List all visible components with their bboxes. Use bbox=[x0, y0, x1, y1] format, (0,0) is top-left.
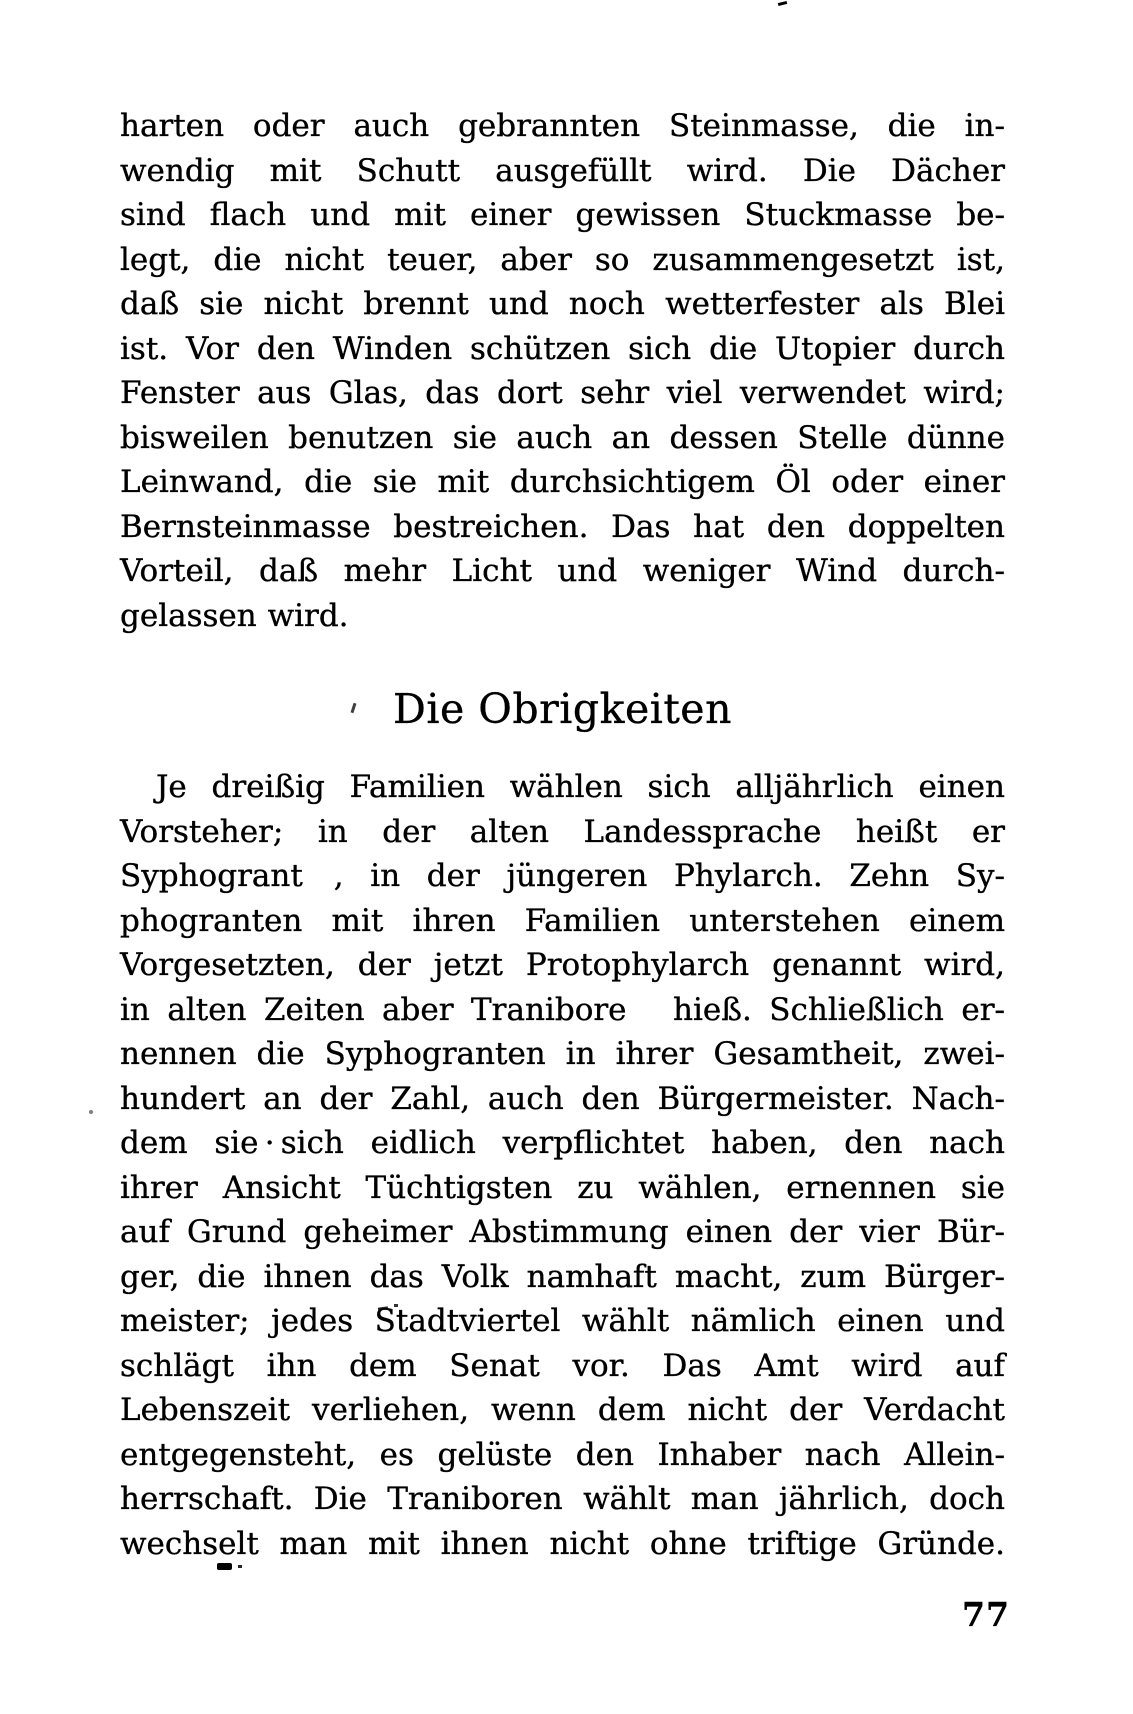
text-line: phogranten mit ihren Familien unterstehen einem bbox=[120, 902, 1005, 939]
text-line: harten oder auch gebrannten Steinmasse, die in- bbox=[120, 108, 1005, 144]
text-line: ger, die ihnen das Volk namhaft macht, zum Bürger- bbox=[120, 1258, 1005, 1295]
page-number: 77 bbox=[962, 1595, 1010, 1634]
page-text-column bbox=[120, 104, 1005, 1566]
section-heading: Die Obrigkeiten bbox=[393, 685, 732, 733]
text-line: hundert an der Zahl, auch den Bürgermeister. Nach- bbox=[120, 1080, 1005, 1117]
paragraph-buildings bbox=[120, 104, 1005, 638]
text-line: wendig mit Schutt ausgefüllt wird. Die Dächer bbox=[120, 152, 1005, 189]
text-line: schlägt ihn dem Senat vor. Das Amt wird auf bbox=[120, 1347, 1005, 1384]
scan-artifact bbox=[778, 1, 787, 6]
text-line: legt, die nicht teuer, aber so zusammengesetzt ist, bbox=[120, 241, 1005, 278]
text-line: nennen die Syphogranten in ihrer Gesamtheit, zwei- bbox=[120, 1036, 1005, 1072]
scan-artifact bbox=[89, 1110, 93, 1114]
text-line: meister; jedes Stadtviertel wählt nämlich einen und bbox=[120, 1303, 1005, 1339]
text-line: dem sie · sich eidlich verpflichtet haben, den nach bbox=[120, 1125, 1005, 1161]
text-line: Bernsteinmasse bestreichen. Das hat den doppelten bbox=[120, 508, 1005, 545]
text-line: entgegensteht, es gelüste den Inhaber nach Allein- bbox=[120, 1436, 1005, 1473]
text-line: bisweilen benutzen sie auch an dessen Stelle dünne bbox=[120, 419, 1005, 456]
text-line: ist. Vor den Winden schützen sich die Utopier durch bbox=[120, 330, 1005, 367]
text-line: sind flach und mit einer gewissen Stuckmasse be- bbox=[120, 197, 1005, 233]
paragraph-magistrates bbox=[120, 765, 1005, 1566]
text-line: herrschaft. Die Traniboren wählt man jährlich, doch bbox=[120, 1481, 1005, 1517]
text-line: Leinwand, die sie mit durchsichtigem Öl oder einer bbox=[120, 464, 1005, 500]
text-line: wechselt man mit ihnen nicht ohne triftige Gründe. bbox=[120, 1525, 1005, 1562]
text-line: ihrer Ansicht Tüchtigsten zu wählen, ernennen sie bbox=[120, 1169, 1005, 1206]
text-line: Lebenszeit verliehen, wenn dem nicht der Verdacht bbox=[120, 1392, 1005, 1428]
text-line: daß sie nicht brennt und noch wetterfester als Blei bbox=[120, 286, 1005, 322]
text-line: in alten Zeiten aber Tranibore hieß. Schließlich er- bbox=[120, 991, 1005, 1028]
text-line: auf Grund geheimer Abstimmung einen der vier Bür- bbox=[120, 1214, 1005, 1250]
text-line: Je dreißig Familien wählen sich alljährlich einen bbox=[156, 769, 1005, 805]
text-line: Vorteil, daß mehr Licht und weniger Wind durch- bbox=[120, 553, 1005, 589]
text-line: Fenster aus Glas, das dort sehr viel verwendet wird; bbox=[120, 375, 1005, 411]
text-line: Vorgesetzten, der jetzt Protophylarch genannt wird, bbox=[120, 947, 1005, 983]
text-line: Vorsteher; in der alten Landessprache heißt er bbox=[120, 813, 1005, 850]
text-line: gelassen wird. bbox=[120, 597, 349, 634]
text-line: Syphogrant , in der jüngeren Phylarch. Zehn Sy- bbox=[120, 858, 1005, 894]
